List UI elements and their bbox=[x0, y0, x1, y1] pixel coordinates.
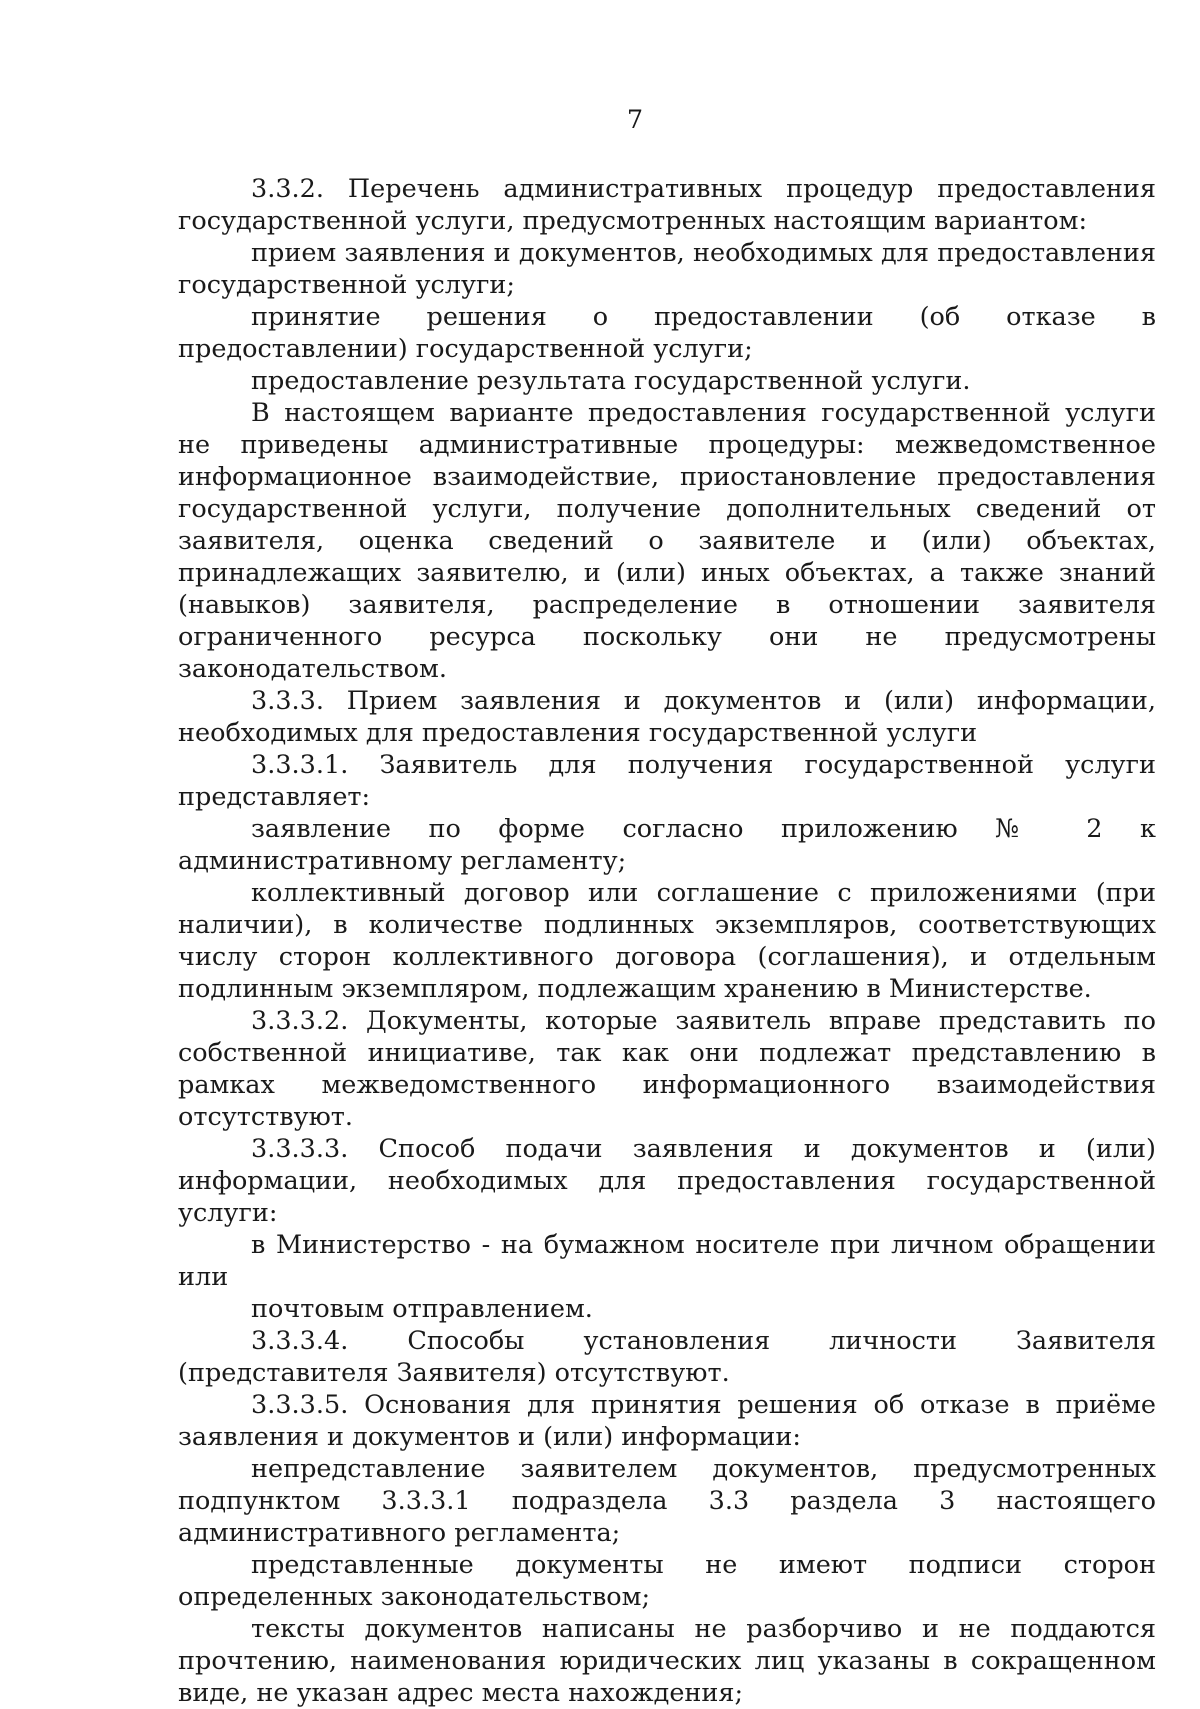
paragraph: коллективный договор или соглашение с приложениями (при наличии), в количестве подлинных экземпляров, соответствующих числу сторон коллективного договора (соглашения), и отдельным подлинным экземпляром, подлежащим хранению в Министерстве. bbox=[178, 878, 1156, 1004]
paragraph: непредставление заявителем документов, предусмотренных подпунктом 3.3.3.1 подраздела 3.3 раздела 3 настоящего административного регламента; bbox=[178, 1454, 1156, 1548]
paragraph: 3.3.3.1. Заявитель для получения государственной услуги представляет: bbox=[178, 750, 1156, 812]
paragraph: В настоящем варианте предоставления государственной услуги не приведены административные процедуры: межведомственное информационное взаимодействие, приостановление предоставления государственной услуги, получение дополнительных сведений от заявителя, оценка сведений о заявителе и (или) объектах, принадлежащих заявителю, и (или) иных объектах, а также знаний (навыков) заявителя, распределение в отношении заявителя ограниченного ресурса поскольку они не предусмотрены законодательством. bbox=[178, 398, 1156, 684]
paragraph: принятие решения о предоставлении (об отказе в предоставлении) государственной услуги; bbox=[178, 302, 1156, 364]
paragraph: представленные документы не имеют подписи сторон определенных законодательством; bbox=[178, 1550, 1156, 1612]
paragraph: 3.3.3.2. Документы, которые заявитель вправе представить по собственной инициативе, так как они подлежат представлению в рамках межведомственного информационного взаимодействия отсутствуют. bbox=[178, 1006, 1156, 1132]
paragraph: 3.3.3.5. Основания для принятия решения об отказе в приёме заявления и документов и (или) информации: bbox=[178, 1390, 1156, 1452]
paragraph: почтовым отправлением. bbox=[251, 1294, 593, 1324]
paragraph: 3.3.3.3. Способ подачи заявления и документов и (или) информации, необходимых для предоставления государственной услуги: bbox=[178, 1134, 1156, 1228]
paragraph: тексты документов написаны не разборчиво и не поддаются прочтению, наименования юридических лиц указаны в сокращенном виде, не указан адрес места нахождения; bbox=[178, 1614, 1156, 1708]
paragraph: в Министерство - на бумажном носителе при личном обращении или bbox=[178, 1230, 1156, 1292]
document-body bbox=[178, 173, 1156, 1709]
paragraph: заявление по форме согласно приложению № 2 к административному регламенту; bbox=[178, 814, 1156, 876]
page-number: 7 bbox=[626, 105, 644, 135]
paragraph: 3.3.3. Прием заявления и документов и (или) информации, необходимых для предоставления государственной услуги bbox=[178, 686, 1156, 748]
paragraph: 3.3.2. Перечень административных процедур предоставления государственной услуги, предусмотренных настоящим вариантом: bbox=[178, 174, 1156, 236]
paragraph: прием заявления и документов, необходимых для предоставления государственной услуги; bbox=[178, 238, 1156, 300]
paragraph: предоставление результата государственной услуги. bbox=[251, 366, 971, 396]
paragraph: 3.3.3.4. Способы установления личности Заявителя (представителя Заявителя) отсутствуют. bbox=[178, 1326, 1156, 1388]
